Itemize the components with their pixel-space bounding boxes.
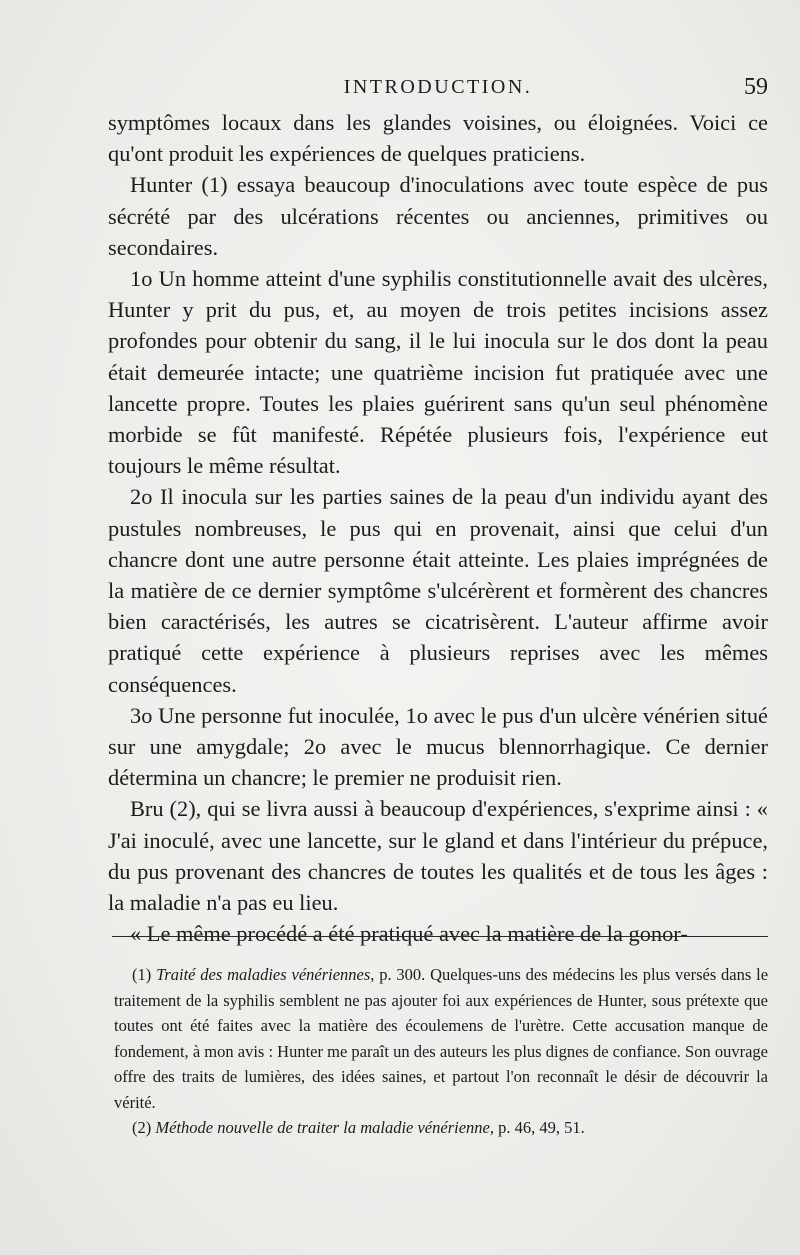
page-number: 59 — [744, 74, 768, 100]
paragraph-quote-continuation: « Le même procédé a été pratiqué avec la matière de la gonor- — [130, 921, 688, 947]
footnote-1-title: Traité des maladies vénériennes — [156, 965, 371, 984]
paragraph-continuation: symptômes locaux dans les glandes voisines, ou éloignées. Voici ce qu'ont produit les expériences de quelques praticiens. — [108, 110, 768, 167]
footnote-2-marker: (2) — [132, 1118, 152, 1137]
footnotes — [114, 962, 768, 1141]
paragraph-hunter-intro: Hunter (1) essaya beaucoup d'inoculations avec toute espèce de pus sécrété par des ulcérations récentes ou anciennes, primitives ou secondaires. — [108, 172, 768, 260]
paragraph-experiment-2: 2o Il inocula sur les parties saines de la peau d'un individu ayant des pustules nombreuses, le pus qui en provenait, ainsi que celui d'un chancre dont une autre personne était atteinte. Les plaies imprégnées de la matière de ce dernier symptôme s'ulcérèrent et formèrent des chancres bien caractérisés, les autres se cicatrisèrent. L'auteur affirme avoir pratiqué cette expérience à plusieurs reprises avec les mêmes conséquences. — [108, 484, 768, 697]
running-title: INTRODUCTION. — [343, 76, 533, 98]
footnote-2-title: Méthode nouvelle de traiter la maladie vénérienne — [155, 1118, 490, 1137]
footnote-1 — [114, 962, 768, 1115]
footnote-1-text: , p. 300. Quelques-uns des médecins les plus versés dans le traitement de la syphilis semblent ne pas ajouter foi aux expériences de Hunter, sous prétexte que toutes ont été faites avec la matière des écoulemens de l'urètre. Cette accusation manque de fondement, à mon avis : Hunter me paraît un des auteurs les plus dignes de confiance. Son ouvrage offre des traits de lumières, des idées saines, et partout l'on reconnaît le désir de découvrir la vérité. — [114, 965, 769, 1112]
body-text — [108, 107, 768, 949]
page-header — [108, 76, 768, 106]
footnote-2 — [114, 1115, 768, 1141]
paragraph-bru: Bru (2), qui se livra aussi à beaucoup d'expériences, s'exprime ainsi : « J'ai inoculé, avec une lancette, sur le gland et dans l'intérieur du prépuce, du pus provenant des chancres de toutes les qualités et de tous les âges : la maladie n'a pas eu lieu. — [108, 796, 768, 916]
footnote-divider — [112, 936, 768, 937]
footnote-1-marker: (1) — [132, 965, 152, 984]
paragraph-experiment-3: 3o Une personne fut inoculée, 1o avec le pus d'un ulcère vénérien situé sur une amygdale; 2o avec le mucus blennorrhagique. Ce dernier détermina un chancre; le premier ne produisit rien. — [108, 702, 768, 791]
paragraph-experiment-1: 1o Un homme atteint d'une syphilis constitutionnelle avait des ulcères, Hunter y prit du pus, et, au moyen de trois petites incisions assez profondes pour obtenir du sang, il le lui inocula sur le dos dont la peau était demeurée intacte; une quatrième incision fut pratiquée avec une lancette propre. Toutes les plaies guérirent sans qu'un seul phénomène morbide se fût manifesté. Répétée plusieurs fois, l'expérience eut toujours le même résultat. — [108, 266, 768, 479]
footnote-2-text: , p. 46, 49, 51. — [489, 1118, 585, 1137]
